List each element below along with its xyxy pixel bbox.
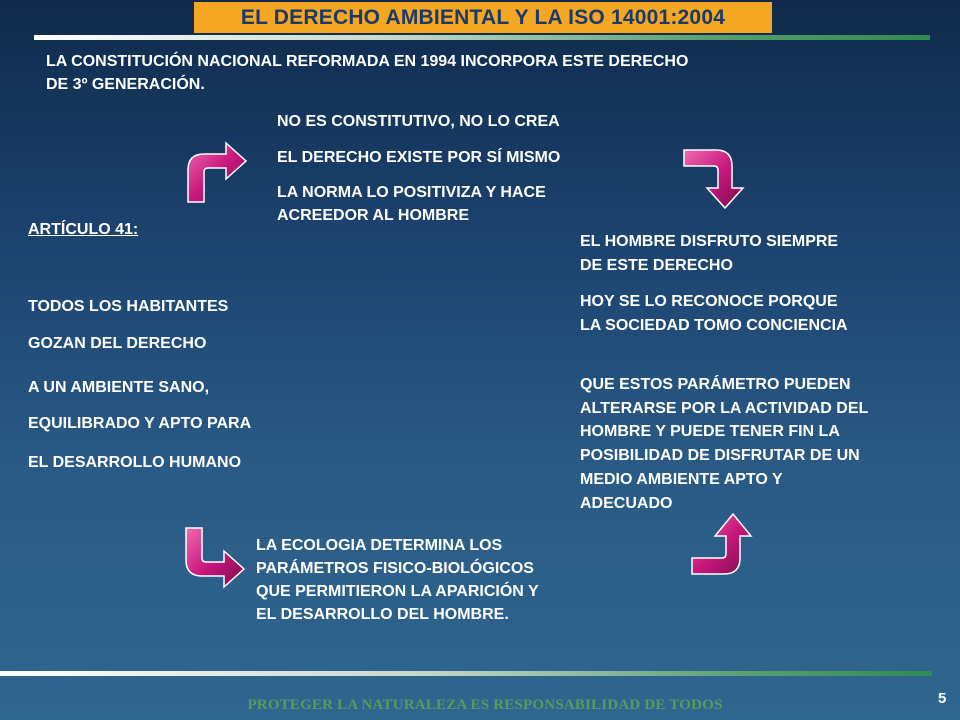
curved-arrow-right-down-icon [682, 146, 746, 210]
page-number: 5 [938, 690, 947, 707]
right-p3-line-4: POSIBILIDAD DE DISFRUTAR DE UN [580, 447, 860, 464]
intro-line-1: LA CONSTITUCIÓN NACIONAL REFORMADA EN 1994 INCORPORA ESTE DERECHO [46, 53, 689, 70]
articulo-heading: ARTÍCULO 41: [28, 221, 139, 238]
bottom-line-4: EL DESARROLLO DEL HOMBRE. [256, 606, 509, 623]
right-p3-line-6: ADECUADO [580, 495, 673, 512]
right-p3-line-1: QUE ESTOS PARÁMETRO PUEDEN [580, 376, 851, 393]
right-p1-line-2: DE ESTE DERECHO [580, 257, 733, 274]
top-item-3-line-1: LA NORMA LO POSITIVIZA Y HACE [277, 184, 546, 201]
title-bar [194, 2, 772, 33]
footer-slogan: PROTEGER LA NATURALEZA ES RESPONSABILIDAD DE TODOS [247, 697, 723, 713]
right-p3-line-2: ALTERARSE POR LA ACTIVIDAD DEL [580, 400, 869, 417]
right-p3-line-5: MEDIO AMBIENTE APTO Y [580, 471, 783, 488]
right-p1-line-1: EL HOMBRE DISFRUTO SIEMPRE [580, 233, 839, 250]
intro-line-2: DE 3º GENERACIÓN. [46, 76, 205, 93]
right-p3-line-3: HOMBRE Y PUEDE TENER FIN LA [580, 423, 840, 440]
right-p2-line-1: HOY SE LO RECONOCE PORQUE [580, 293, 838, 310]
articulo-line-4: EQUILIBRADO Y APTO PARA [28, 415, 252, 432]
slide-title: EL DERECHO AMBIENTAL Y LA ISO 14001:2004 [240, 5, 726, 29]
curved-arrow-right-up-icon [690, 512, 754, 578]
top-item-2: EL DERECHO EXISTE POR SÍ MISMO [277, 149, 561, 166]
curved-arrow-down-right-icon [182, 526, 246, 590]
articulo-line-5: EL DESARROLLO HUMANO [28, 454, 242, 471]
curved-arrow-up-right-icon [184, 140, 248, 204]
right-p2-line-2: LA SOCIEDAD TOMO CONCIENCIA [580, 317, 848, 334]
articulo-line-3: A UN AMBIENTE SANO, [28, 379, 210, 396]
top-item-3-line-2: ACREEDOR AL HOMBRE [277, 207, 470, 224]
bottom-line-2: PARÁMETROS FISICO-BIOLÓGICOS [256, 560, 534, 577]
articulo-line-1: TODOS LOS HABITANTES [28, 298, 229, 315]
top-divider [34, 35, 930, 40]
articulo-line-2: GOZAN DEL DERECHO [28, 335, 207, 352]
top-item-1: NO ES CONSTITUTIVO, NO LO CREA [277, 113, 560, 130]
bottom-line-3: QUE PERMITIERON LA APARICIÓN Y [256, 583, 539, 600]
bottom-divider [0, 671, 932, 676]
bottom-line-1: LA ECOLOGIA DETERMINA LOS [256, 537, 503, 554]
